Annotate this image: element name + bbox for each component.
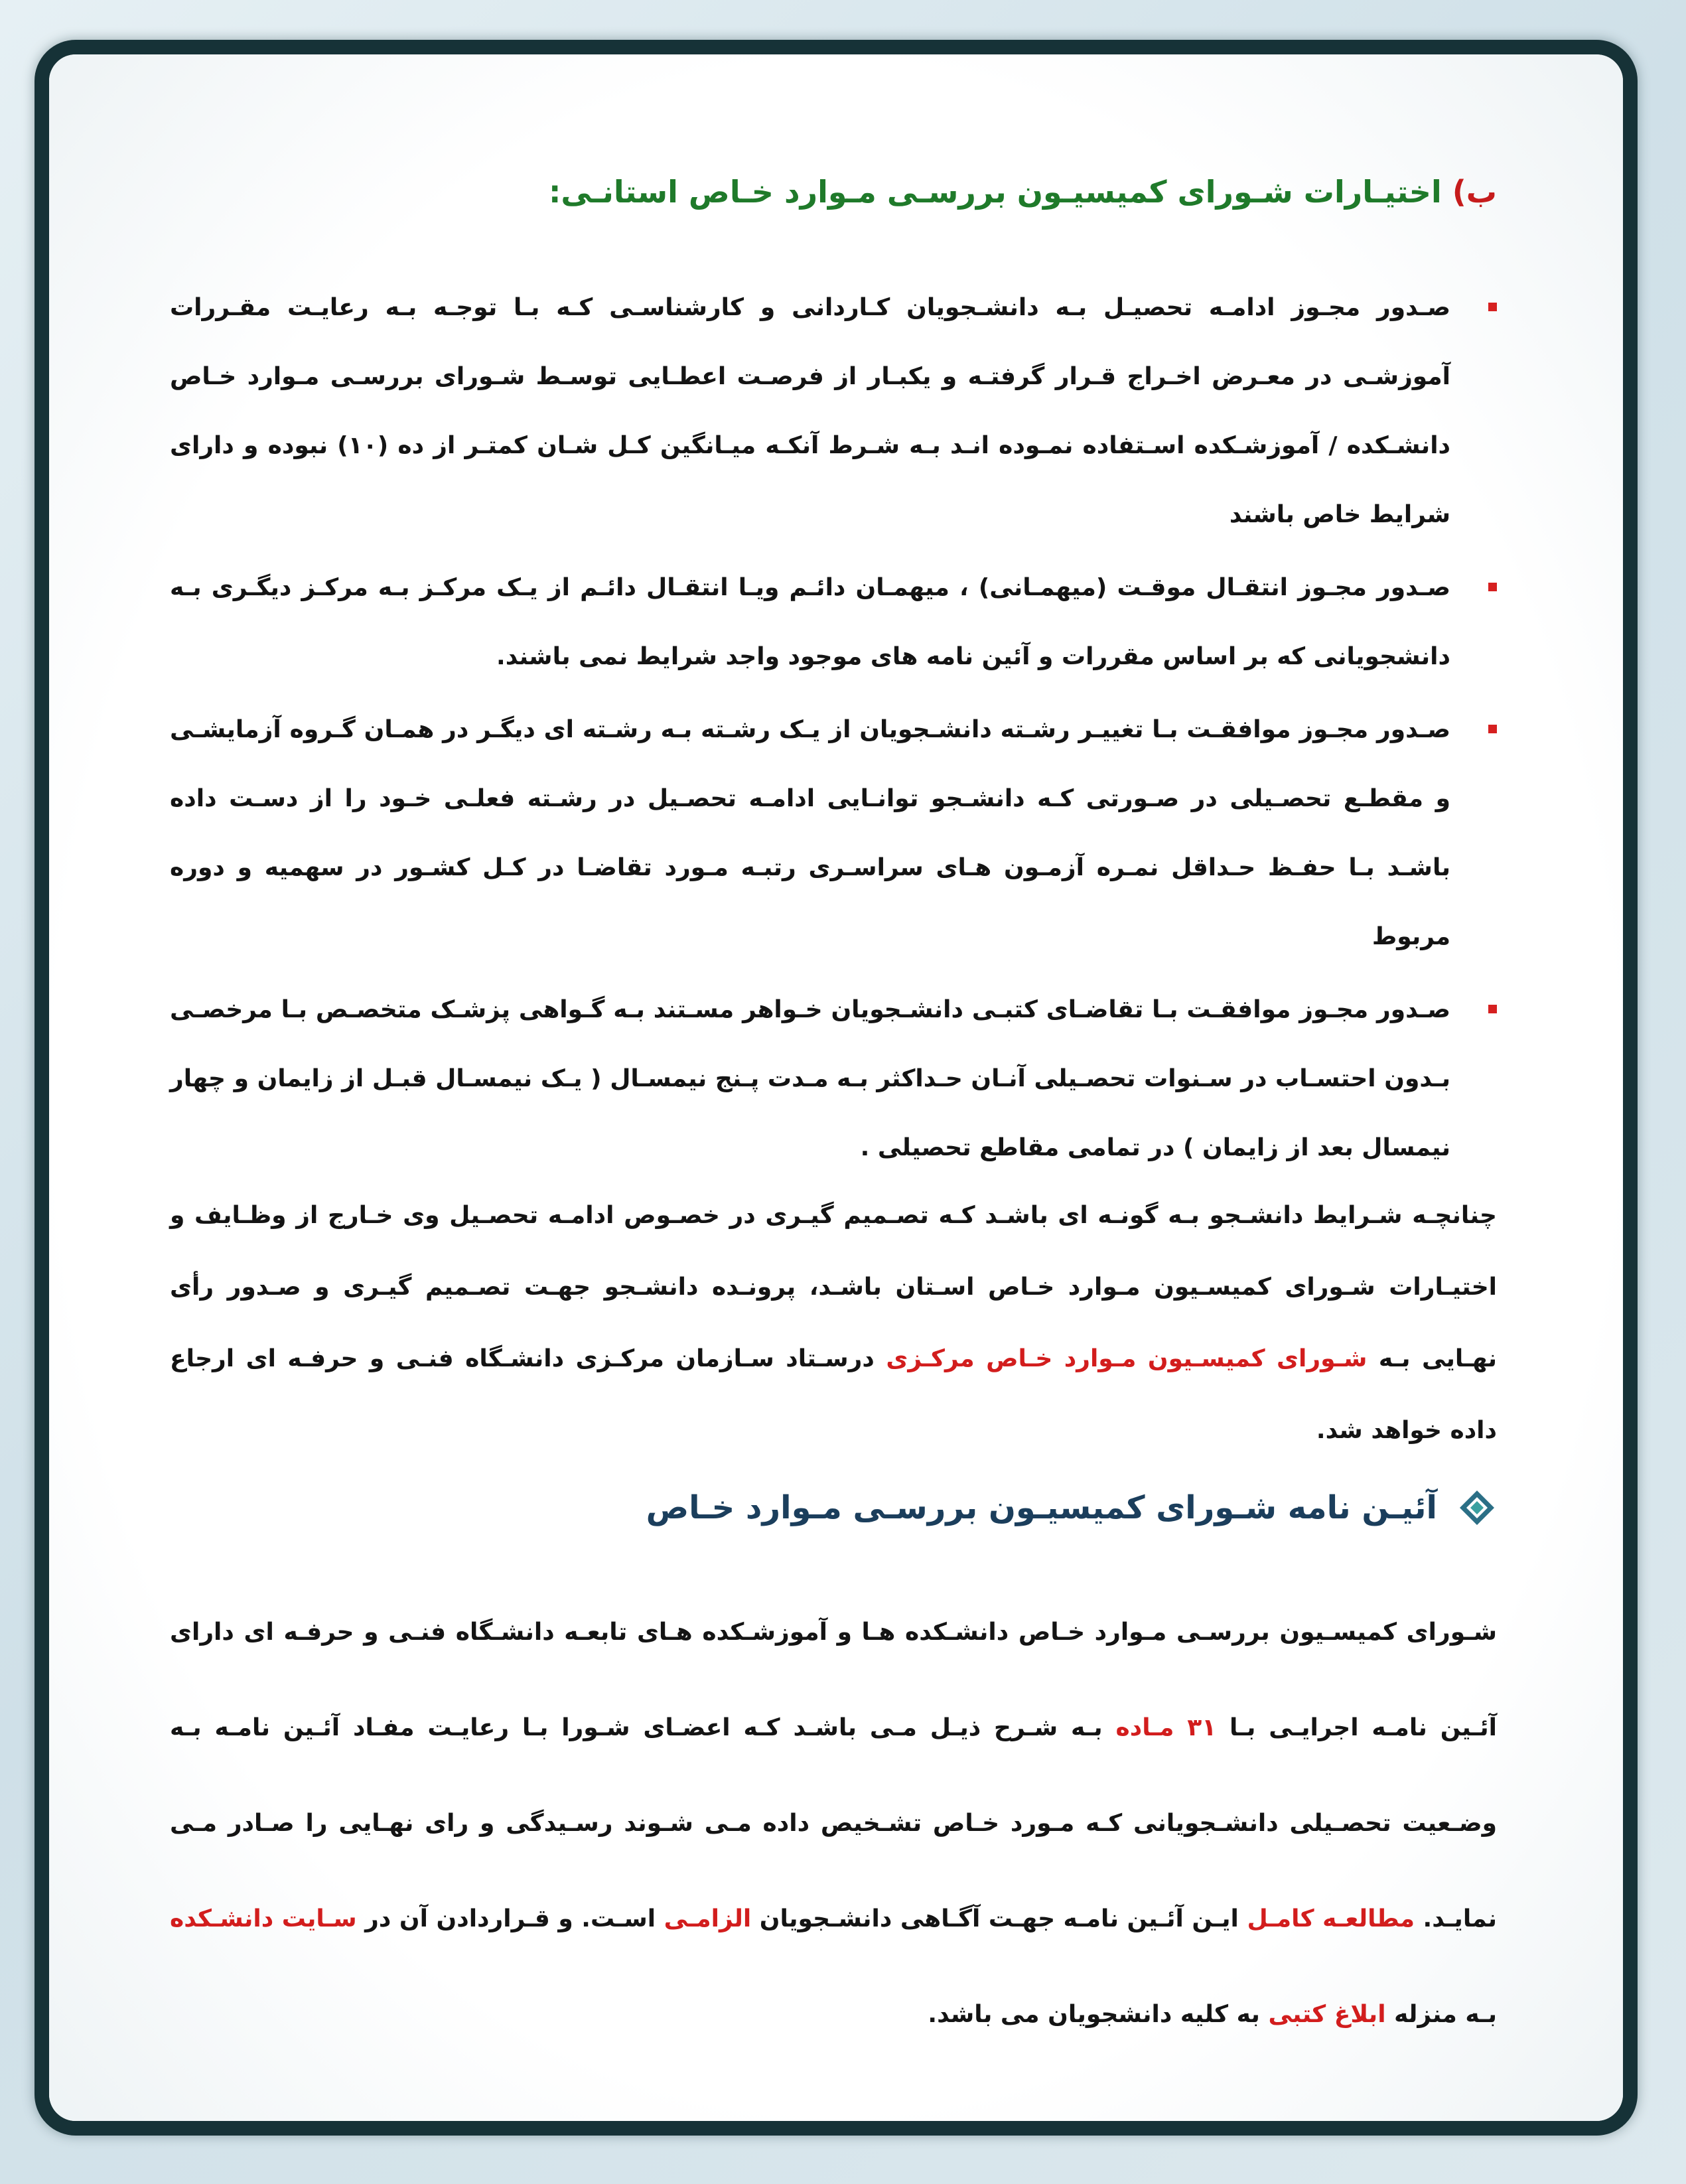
rules-text-5: بـه منزله	[1385, 2001, 1497, 2028]
rules-text-1: شـورای کمیسـیون بررسـی مـوارد خـاص دانشـکده هـا و آموزشـکده هـای تابعـه دانشـگاه فنـی و حرفـه ای دارای آئـین نامـه اجرایـی بـا	[170, 1619, 1497, 1741]
list-item-text: صـدور مجـوز موافقـت بـا تقاضـای کتبـی دانشـجویان خـواهر مسـتند بـه گـواهی پزشـک متخصـص بـا مرخصـی بـدون احتسـاب در سـنوات تحصـیلی آنـان حـداکثر بـه مـدت پـنج نیمسـال ( یـک نیمسـال قبـل از زایمان و چهار نیمسال بعد از زایمان ) در تمامی مقاطع تحصیلی .	[170, 996, 1450, 1161]
summary-paragraph	[170, 1180, 1497, 1467]
list-item-text: صـدور مجـوز ادامـه تحصیـل بـه دانشـجویان کـاردانی و کارشناسـی کـه بـا توجـه بـه رعایـت مقـررات آموزشـی در معـرض اخـراج قـرار گرفتـه و یکبـار از فرصـت اعطـایی توسـط شـورای بررسـی مـوارد خـاص دانشـکده / آموزشـکده اسـتفاده نمـوده انـد بـه شـرط آنکـه میـانگین کـل شـان کمتـر از ده (۱۰) نبوده و دارای شرایط خاص باشند	[170, 294, 1451, 528]
rules-text-2: بـه شـرح ذیـل مـی باشـد کـه اعضـای شـورا بـا رعایـت مفـاد آئـین نامـه بـه وضـعیت تحصـیلی دانشـجویانی کـه مـورد خـاص تشـخیص داده مـی شـوند رسـیدگی و رای نهـایی را صـادر مـی نمایـد.	[170, 1714, 1497, 1932]
list-item-text: صـدور مجـوز موافقـت بـا تغییـر رشـته دانشـجویان از یـک رشـته بـه رشـته ای دیگـر در همـان گـروه آزمایشـی و مقطـع تحصـیلی در صـورتی کـه دانشـجو توانـایی ادامـه تحصـیل در رشـته فعلـی خـود را از دسـت داده باشـد بـا حفـظ حـداقل نمـره آزمـون هـای سراسـری رتبـه مـورد تقاضـا در کـل کشـور در سهمیه و دوره مربوط	[170, 716, 1450, 950]
bullet-marker-icon	[1488, 725, 1497, 733]
rules-heading-text: آئیـن نامه شـورای کمیسیـون بررسـی مـوارد خـاص	[646, 1489, 1437, 1526]
list-item	[170, 695, 1497, 972]
bullet-marker-icon	[1488, 583, 1497, 591]
rules-highlight-2: مطالعـه کامـل	[1247, 1905, 1415, 1932]
list-item-text: صـدور مجـوز انتقـال موقـت (میهمـانی) ، میهمـان دائـم ویـا انتقـال دائـم از یـک مرکـز بـه مرکـز دیگـری بـه دانشجویانی که بر اساس مقررات و آئین نامه های موجود واجد شرایط نمی باشند.	[170, 574, 1450, 670]
summary-text-1: چنانچـه شـرایط دانشـجو بـه گونـه ای باشـد کـه تصـمیم گیـری در خصـوص ادامـه تحصـیل وی خـارج از وظـایف و اختیـارات شـورای کمیسـیون مـوارد خـاص اسـتان باشـد، پرونـده دانشـجو جهـت تصـمیم گیـری و صـدور رأی نهـایی بـه	[170, 1202, 1497, 1372]
document-content	[49, 54, 1623, 2121]
rules-heading	[646, 1488, 1497, 1528]
list-item	[170, 553, 1497, 692]
rules-highlight-5: ابلاغ کتبی	[1268, 2001, 1386, 2028]
rules-highlight-1: ۳۱ مـاده	[1115, 1714, 1217, 1741]
diamond-arrow-icon	[1457, 1488, 1497, 1528]
list-item	[170, 976, 1497, 1183]
rules-text-3: ایـن آئـین نامـه جهـت آگـاهی دانشـجویان	[751, 1905, 1247, 1932]
rules-highlight-4: سـایت دانشـکده	[169, 1905, 357, 1932]
rules-text-4: اسـت. و قـراردادن آن در	[356, 1905, 664, 1932]
list-item	[170, 273, 1497, 549]
summary-text-2: درسـتاد سـازمان مرکـزی دانشـگاه فنـی و حرفـه ای ارجاع داده خواهد شد.	[170, 1345, 1497, 1444]
section-heading	[549, 174, 1497, 210]
section-letter: ب)	[1452, 174, 1497, 210]
page-frame	[35, 40, 1638, 2136]
bullet-list	[170, 273, 1497, 1187]
rules-text-6: به کلیه دانشجویان می باشد.	[928, 2001, 1269, 2028]
summary-highlight: شـورای کمیسـیون مـوارد خـاص مرکـزی	[886, 1345, 1368, 1372]
bullet-marker-icon	[1488, 1005, 1497, 1013]
bullet-marker-icon	[1488, 303, 1497, 311]
rules-paragraph	[170, 1585, 1497, 2063]
rules-highlight-3: الزامـی	[664, 1905, 752, 1932]
section-title: اختیـارات شـورای کمیسیـون بررسـی مـوارد خـاص استانـی:	[548, 174, 1442, 210]
